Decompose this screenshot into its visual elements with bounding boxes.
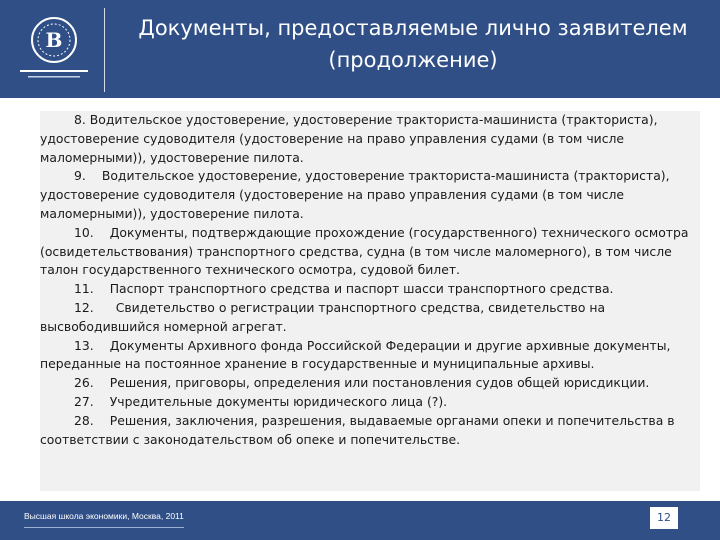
document-list (40, 111, 700, 491)
svg-text:В: В (45, 28, 63, 52)
footer-underline (24, 527, 184, 528)
slide-header (0, 0, 720, 98)
page-number: 12 (650, 507, 678, 529)
header-separator (104, 8, 105, 92)
list-item: 11. Паспорт транспортного средства и паспорт шасси транспортного средства. (74, 281, 614, 297)
list-item: 9. Водительское удостоверение, удостоверение тракториста-машиниста (тракториста), удостоверение судоводителя (удостоверение на право управления судами (в том числе маломерными)), удостоверение пилота. (40, 168, 670, 221)
list-item: 27. Учредительные документы юридического лица (?). (74, 393, 448, 409)
slide-title (106, 12, 720, 76)
hse-logo-icon (6, 10, 102, 90)
list-item: 13. Документы Архивного фонда Российской Федерации и другие архивные документы, переданные на постоянное хранение в государственные и муниципальные архивы. (40, 337, 671, 372)
title-line-1: Документы, предоставляемые лично заявителем (138, 16, 688, 40)
footer-text: Высшая школа экономики, Москва, 2011 (24, 511, 184, 521)
list-item: 8. Водительское удостоверение, удостоверение тракториста-машиниста (тракториста), удостоверение судоводителя (удостоверение на право управления судами (в том числе маломерными)), удостоверение пилота. (40, 112, 658, 165)
title-line-2: (продолжение) (328, 48, 498, 72)
list-item: 26. Решения, приговоры, определения или постановления судов общей юрисдикции. (74, 375, 650, 391)
slide-footer (0, 501, 720, 540)
list-item: 28. Решения, заключения, разрешения, выдаваемые органами опеки и попечительства в соответствии с законодательством об опеке и попечительстве. (40, 412, 675, 447)
list-item: 10. Документы, подтверждающие прохождение (государственного) технического осмотра (освидетельствования) транспортного средства, судна (в том числе маломерного), в том числе талон государственного технического осмотра, судовой билет. (40, 224, 689, 278)
list-item: 12. Свидетельство о регистрации транспортного средства, свидетельство на высвободившийся номерной агрегат. (40, 299, 606, 334)
